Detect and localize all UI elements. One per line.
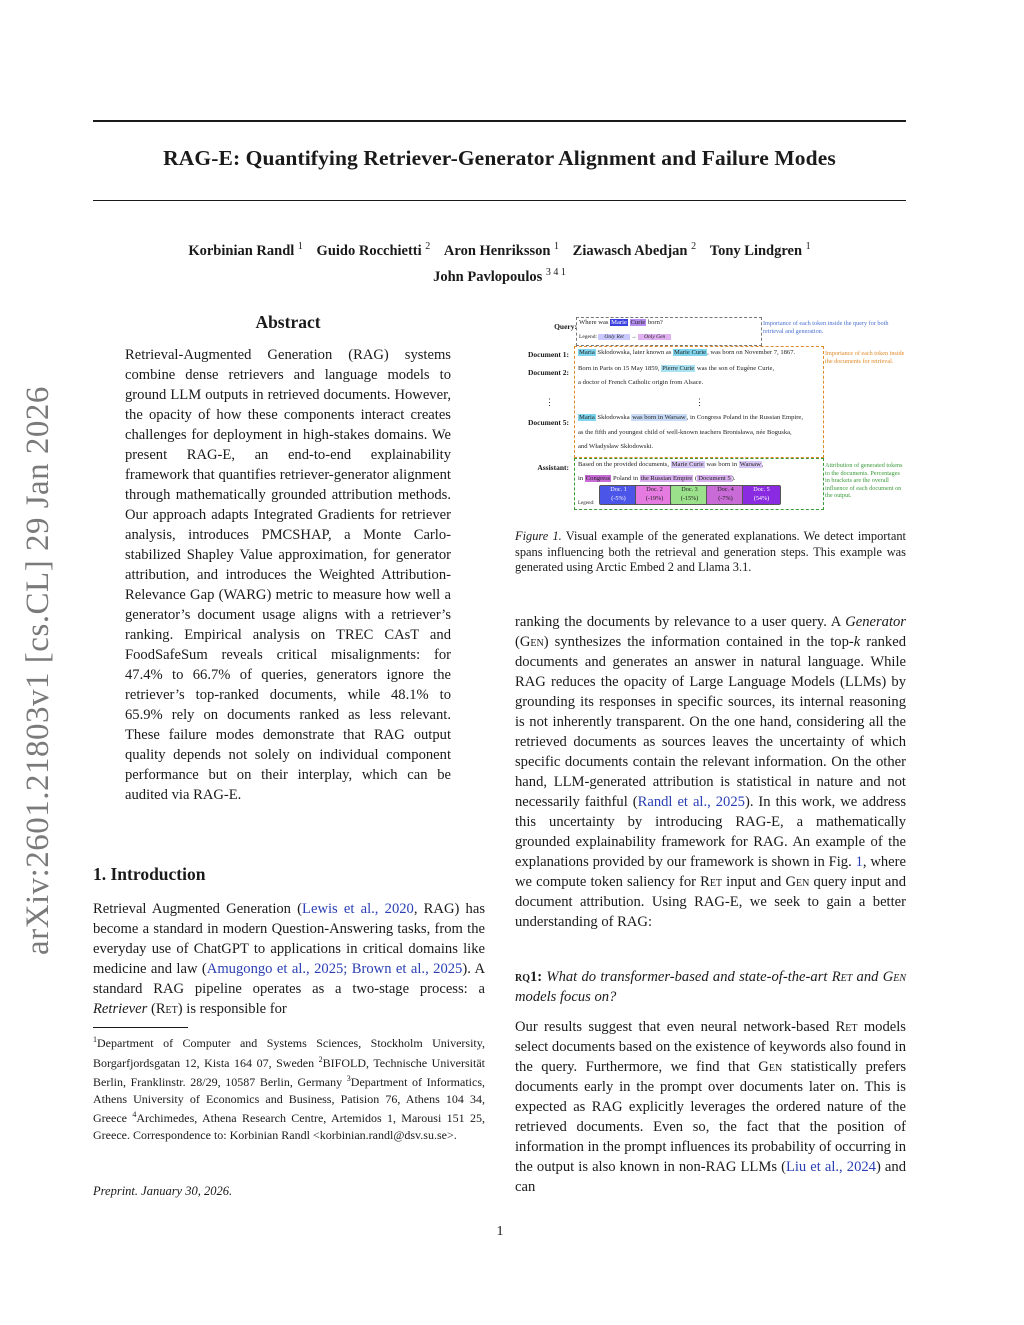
- citation-link[interactable]: Lewis et al., 2020: [302, 901, 414, 917]
- citation-link[interactable]: Randl et al., 2025: [637, 794, 745, 810]
- ellipsis: ⋮: [545, 397, 554, 407]
- page-number: 1: [496, 1224, 504, 1239]
- annotation-query: Importance of each token inside the query for both retrieval and generation.: [763, 320, 889, 335]
- doc-chip-3: Doc. 3 (-15%): [670, 485, 709, 505]
- doc-chip-2: Doc. 2 (-19%): [635, 485, 674, 505]
- author: Aron Henriksson $^1$: [443, 241, 560, 259]
- ellipsis: ⋮: [695, 397, 704, 407]
- assistant-legend-label: Legend:: [578, 501, 595, 506]
- author: Guido Rocchietti $^2$: [316, 241, 431, 259]
- assistant-line-2: in Congress Poland in the Russian Empire (Document 5).: [578, 475, 736, 482]
- intro-paragraph-2: ranking the documents by relevance to a user query. A Generator (Gen) synthesizes the information contained in the top-k ranked documents and generates an answer in natural language. While RAG reduces the opacity of Large Language Models (LLMs) by grounding its responses in specific sources, its internal reasoning is not inherently transparent. On the one hand, considering all the retrieved documents as sources leaves the uncertainty of which specific documents contain the relevant information. On the other hand, LLM-generated attribution is statistical in nature and not necessarily faithful (Randl et al., 2025). In this work, we address this uncertainty by introducing RAG-E, a mathematically grounded explainability framework for RAG. An example of the explanations provided by our framework is shown in Fig. 1, where we compute token saliency for Ret input and Gen query input and document attribution. Using RAG-E, we seek to gain a better understanding of RAG:: [515, 614, 907, 930]
- author: Korbinian Randl $^1$: [188, 241, 303, 259]
- document-2-line-2: a doctor of French Catholic origin from Alsace.: [578, 379, 704, 386]
- footnote-rule: [93, 1027, 188, 1028]
- author: Tony Lindgren $^1$: [709, 241, 811, 259]
- assistant-line-1: Based on the provided documents, Marie Curie was born in Warsaw,: [578, 461, 764, 468]
- assistant-label: Assistant:: [537, 463, 569, 472]
- author: John Pavlopoulos $^{3 4 1}$: [433, 266, 566, 285]
- citation-link[interactable]: Amugongo et al., 2025; Brown et al., 2025: [206, 961, 463, 977]
- research-question-1: rq1: What do transformer-based and state-of-the-art Ret and Gen models focus on?: [515, 969, 907, 1005]
- affiliations-footnote: $^1$Department of Computer and Systems Sciences, Stockholm University, Borgarfjordsgatan 12, Kista 164 07, Sweden $^2$BIFOLD, Technische Universität Berlin, Franklinstr. 28/29, 10587 Berlin, Germany $^3$Department of Informatics, Athens University of Economics and Business, Patision 76, Athens 104 34, Greece $^4$Archimedes, Athena Research Centre, Artemidos 1, Marousi 151 25, Greece. Correspondence to: Korbinian Randl <korbinian.randl@dsv.su.se>.: [93, 1035, 485, 1142]
- section-heading-introduction: 1. Introduction: [93, 864, 206, 884]
- document-5-line-2: as the fifth and youngest child of well-known teachers Bronisława, née Boguska,: [578, 429, 792, 436]
- doc-chip-5: Doc. 5 (54%): [742, 485, 781, 505]
- title-rule-bottom: [93, 200, 906, 201]
- paper-title: RAG-E: Quantifying Retriever-Generator Alignment and Failure Modes: [163, 146, 836, 170]
- citation-link[interactable]: Liu et al., 2024: [785, 1159, 876, 1175]
- document-2-label: Document 2:: [527, 368, 569, 377]
- author: Ziawasch Abedjan $^2$: [572, 241, 697, 259]
- preprint-date: Preprint. January 30, 2026.: [93, 1184, 233, 1198]
- author-list: [93, 236, 906, 288]
- abstract-text: Retrieval-Augmented Generation (RAG) systems combine dense retrievers and language models to ground LLM outputs in retrieved documents. However, the opacity of how these components interact creates challenges for deployment in high-stakes domains. We present RAG-E, an end-to-end explainability framework that quantifies retriever-generator alignment through mathematically grounded attribution methods. Our approach adapts Integrated Gradients for retriever analysis, introduces PMCSHAP, a Monte Carlo-stabilized Shapley Value approximation, for generator attribution, and introduces the Weighted Attribution-Relevance Gap (WARG) metric to measure how well a generator’s document usage aligns with a retriever’s ranking. Empirical analysis on TREC CAsT and FoodSafeSum reveals critical misalignments: for 47.4% to 66.7% of queries, generators ignore the retriever’s top-ranked documents, while 48.1% to 65.9% rely on documents ranked as less relevant. These failure modes demonstrate that RAG output quality depends not solely on individual component performance but on their interplay, which can be audited via RAG-E.: [125, 347, 451, 803]
- annotation-documents: Importance of each token inside the documents for retrieval.: [825, 350, 905, 365]
- document-2-line-1: Born in Paris on 15 May 1859, Pierre Curie was the son of Eugène Curie,: [578, 365, 775, 372]
- abstract-heading: Abstract: [255, 312, 321, 332]
- document-5-line-1: Maria Skłodowska was born in Warsaw, in Congress Poland in the Russian Empire,: [579, 414, 803, 421]
- document-5-label: Document 5:: [527, 418, 569, 427]
- annotation-attribution: Attribution of generated tokens to the documents. Percentages in brackets are the overall influence of each document on the output.: [825, 462, 903, 499]
- arxiv-identifier: arXiv:2601.21803v1 [cs.CL] 29 Jan 2026: [20, 386, 56, 955]
- figure-caption: Figure 1. Visual example of the generated explanations. We detect important spans influencing both the retrieval and generation steps. This example was generated using Arctic Embed 2 and Llama 3.1.: [515, 529, 906, 574]
- title-rule-top: [93, 120, 906, 122]
- intro-paragraph-1: Retrieval Augmented Generation (Lewis et al., 2020, RAG) has become a standard in modern Question-Answering tasks, from the everyday use of ChatGPT to applications in critical domains like medicine and law (Amugongo et al., 2025; Brown et al., 2025). A standard RAG pipeline operates as a two-stage process: a Retriever (Ret) is responsible for: [93, 901, 486, 1017]
- document-5-line-3: and Władysław Skłodowski.: [578, 443, 654, 450]
- query-label: Query:: [554, 322, 577, 331]
- document-1-text: Maria Skłodowska, later known as Marie Curie, was born on November 7, 1867.: [579, 349, 796, 356]
- intro-paragraph-3: Our results suggest that even neural network-based Ret models select documents based on the existence of keywords also found in the query. Furthermore, we find that Gen statistically prefers documents early in the prompt over documents later on. This is expected as RAG explicitly leverages the ordered nature of the retrieved documents. Even so, the fact that the position of information in the prompt influences its probability of occurring in the output is also known in non-RAG LLMs (Liu et al., 2024) and can: [515, 1019, 906, 1195]
- figure-reference-link[interactable]: 1: [855, 854, 863, 870]
- legend: Legend: Only Ret → Only Gen: [579, 334, 671, 340]
- doc-chip-1: Doc. 1 (-5%): [599, 485, 638, 505]
- document-1-label: Document 1:: [527, 350, 569, 359]
- query-text: Where was Marie Curie born?: [579, 319, 663, 326]
- doc-chip-4: Doc. 4 (-7%): [706, 485, 745, 505]
